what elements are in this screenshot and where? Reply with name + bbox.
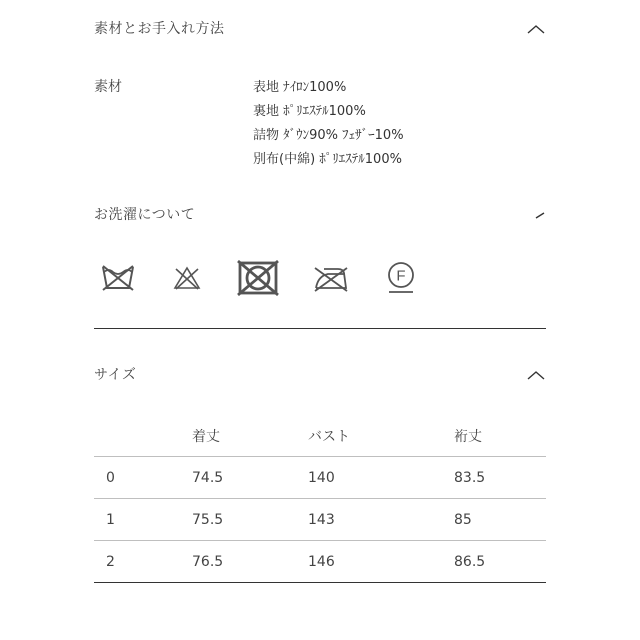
col-header-size [94,416,192,457]
section-divider [94,328,546,329]
material-label: 素材 [94,79,122,95]
do-not-tumble-dry-icon [236,260,280,296]
material-line-lining: 裏地 ﾎﾟﾘｴｽﾃﾙ100% [253,104,366,119]
chevron-collapsed-icon[interactable] [526,208,546,222]
cell-size: 2 [94,541,192,583]
cell-size: 1 [94,499,192,541]
material-line-outer: 表地 ﾅｲﾛﾝ100% [253,80,347,95]
care-icons-row [98,258,428,298]
size-table [94,416,546,583]
care-title: お洗濯について [94,207,196,223]
material-line-filling: 詰物 ﾀﾞｳﾝ90% ﾌｪｻﾞｰ10% [253,128,404,143]
care-section-header[interactable] [94,204,546,228]
col-header-length: 着丈 [192,416,308,457]
materials-title: 素材とお手入れ方法 [94,21,225,37]
size-section-header[interactable] [94,364,546,388]
table-row [94,541,546,583]
cell-bust: 143 [308,499,454,541]
cell-sleeve: 85 [454,499,546,541]
cell-length: 75.5 [192,499,308,541]
material-line-other: 別布(中綿) ﾎﾟﾘｴｽﾃﾙ100% [253,152,402,167]
materials-section-header[interactable] [94,18,546,42]
table-header-row [94,416,546,457]
cell-bust: 140 [308,457,454,499]
material-list [253,76,404,172]
chevron-up-icon[interactable] [526,368,546,382]
col-header-sleeve: 裄丈 [454,416,546,457]
cell-length: 76.5 [192,541,308,583]
cell-sleeve: 86.5 [454,541,546,583]
do-not-wash-icon [100,263,136,293]
dry-clean-letter: F [396,267,406,285]
do-not-bleach-icon [172,265,202,291]
size-title: サイズ [94,367,137,383]
table-row [94,499,546,541]
chevron-up-icon[interactable] [526,22,546,36]
dry-clean-f-icon [384,260,418,296]
col-header-bust: バスト [308,416,454,457]
do-not-iron-icon [312,264,350,292]
table-row [94,457,546,499]
cell-sleeve: 83.5 [454,457,546,499]
cell-length: 74.5 [192,457,308,499]
cell-size: 0 [94,457,192,499]
cell-bust: 146 [308,541,454,583]
